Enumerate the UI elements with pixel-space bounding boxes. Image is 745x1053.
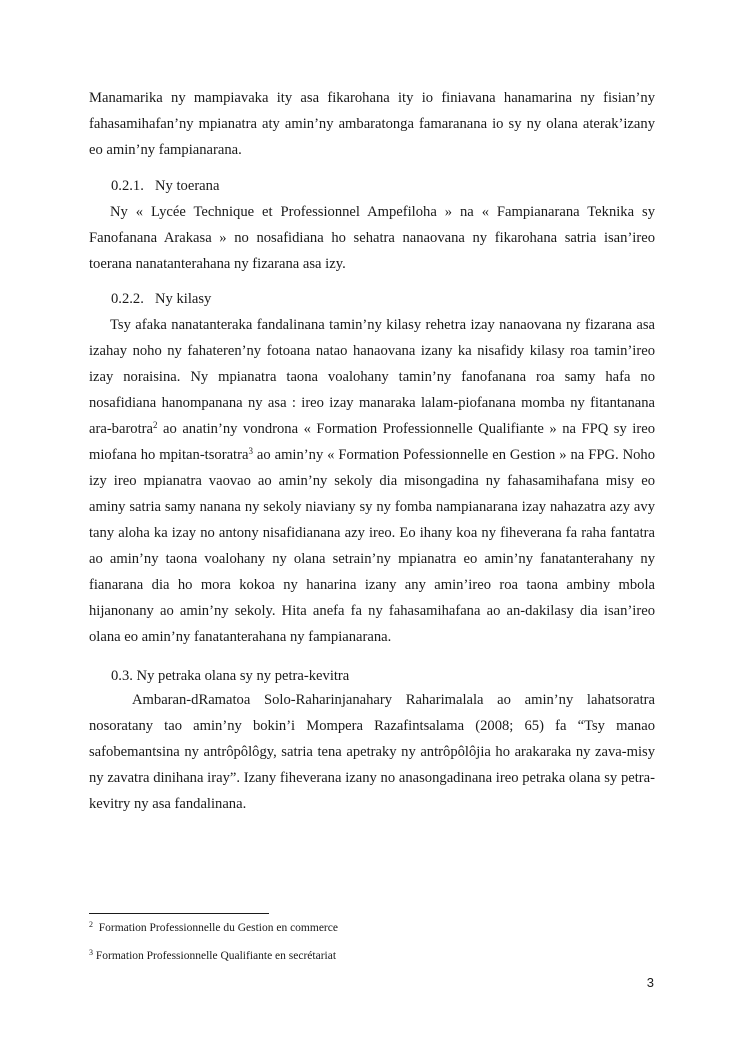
footnote-separator (89, 913, 269, 914)
petraka-paragraph: Ambaran-dRamatoa Solo-Raharinjanahary Raharimalala ao amin’ny lahatsoratra nosoratany tao amin’ny bokin’i Mompera Razafintsalama (2008; 65) fa “Tsy manao safobemantsina ny antrôpôlôgy, satria tena apetraky ny antrôpôlôjia ho arakaraka ny zava-misy ny zavatra dinihana iray”. Izany fiheverana izany no anasongadinana ireo petraka olana sy petra-kevitry ny asa fandalinana. (89, 692, 655, 812)
heading-title: Ny toerana (155, 178, 220, 194)
footnote-number: 2 (89, 920, 93, 929)
kilasy-text-part-3: ao amin’ny « Formation Pofessionnelle en Gestion » na FPG. Noho izy ireo mpianatra vaovao ao amin’ny sekoly dia misongadina ny fahasamihafana misy eo aminy satria samy nanana ny sekoly niaviany sy ny fomba nampianarana izay nahazatra azy avy tany aloha ka izay no antony nisafidianana azy ireo. Eo ihany koa ny fiheverana fa raha fantatra ao amin’ny taona voalohany ny olana setrain’ny mpianatra eo amin’ny fanatanterahany ny fianarana dia ho mora kokoa ny hanarina izany any amin’ireo roa taona ambiny mbola hijanonany ao amin’ny sekoly. Hita anefa fa ny fahasamihafana ao an-dakilasy dia isan’ireo olana eo amin’ny fanatanterahana ny fampianarana. (89, 447, 656, 645)
footnote-3 (89, 949, 336, 963)
heading-number: 0.2.1. (111, 178, 144, 194)
footnote-ref-3[interactable]: 3 (248, 446, 253, 456)
heading-0-2-1 (111, 175, 219, 197)
heading-number: 0.2.2. (111, 291, 144, 307)
kilasy-paragraph (89, 312, 655, 650)
page-number: 3 (646, 975, 654, 990)
heading-title: Ny kilasy (155, 291, 212, 307)
footnote-text: Formation Professionnelle Qualifiante en secrétariat (93, 950, 337, 962)
toerana-paragraph: Ny « Lycée Technique et Professionnel Ampefiloha » na « Fampianarana Teknika sy Fanofanana Arakasa » no nosafidiana ho sehatra nanaovana ny fikarohana satria isan’ireo toerana nanatanterahana ny fizarana asa izy. (89, 204, 655, 272)
intro-paragraph: Manamarika ny mampiavaka ity asa fikarohana ity io finiavana hanamarina ny fisian’ny fahasamihafan’ny mpianatra aty amin’ny ambaratonga famaranana io sy ny olana aterak’izany eo amin’ny fampianarana. (89, 90, 655, 158)
kilasy-text-part-1: Tsy afaka nanatanteraka fandalinana tamin’ny kilasy rehetra izay nanaovana ny fizarana asa izahay noho ny fahateren’ny fotoana natao hanaovana izany ka nisafidy kilasy roa tamin’ireo izay noraisina. Ny mpianatra taona voalohany tamin’ny fanofanana roa samy hafa no nosafidiana hanompanana ny asa : ireo izay manaraka lalam-piofanana momba ny fitantanana ara-barotra (89, 317, 655, 437)
footnote-ref-2[interactable]: 2 (153, 420, 158, 430)
kilasy-text-part-2: ao anatin’ny vondrona « Formation Professionnelle Qualifiante » na FPQ sy ireo miofana ho mpitan-tsoratra (89, 421, 655, 463)
footnote-text: Formation Professionnelle du Gestion en commerce (93, 922, 338, 934)
footnote-2 (89, 921, 338, 935)
heading-0-2-2 (111, 288, 211, 310)
footnote-number: 3 (89, 948, 93, 957)
heading-0-3: 0.3. Ny petraka olana sy ny petra-kevitra (111, 668, 350, 684)
